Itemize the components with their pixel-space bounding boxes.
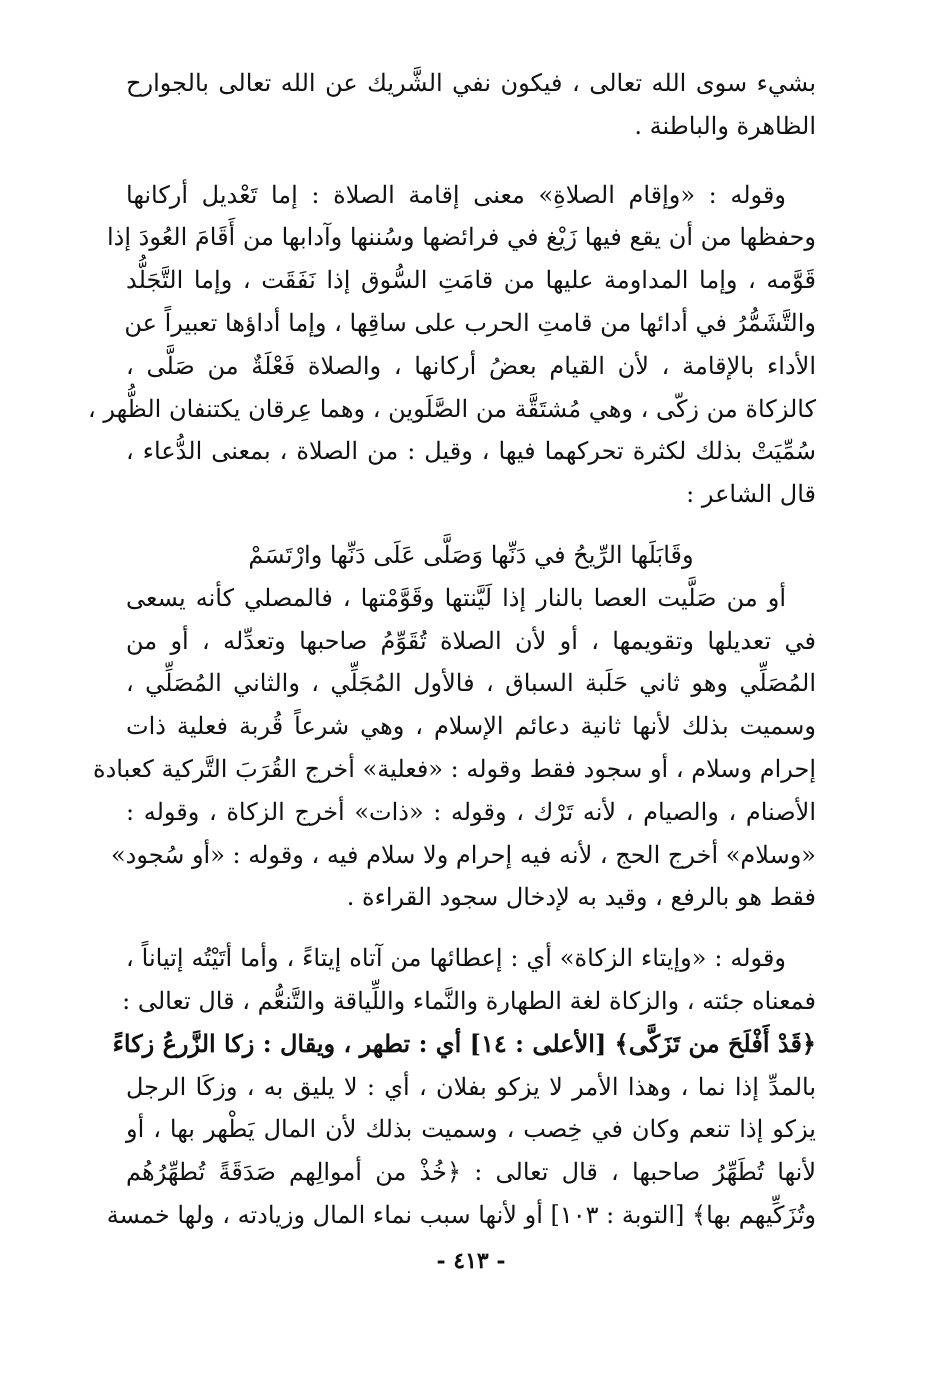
text-line: إحرام وسلام ، أو سجود فقط وقوله : «فعلية» أخرج القُرَبَ التَّركية كعبادة xyxy=(93,754,816,783)
text-line: وقوله : «وإقام الصلاةِ» معنى إقامة الصلاة : إما تَعْديل أركانها xyxy=(126,180,786,209)
text-line: وقوله : «وإيتاء الزكاة» أي : إعطائها من آتاه إيتاءً ، وأما أتَيْتُه إتياناً ، xyxy=(126,944,786,973)
paragraph-1 xyxy=(126,62,816,148)
text-line: وسميت بذلك لأنها ثانية دعائم الإسلام ، وهي شرعاً قُربة فعلية ذات xyxy=(126,712,816,741)
text-line: سُمِّيَتْ بذلك لكثرة تحركهما فيها ، وقيل : من الصلاة ، بمعنى الدُّعاء ، xyxy=(126,437,816,466)
text-line: فقط هو بالرفع ، وقيد به لإدخال سجود القراءة . xyxy=(346,883,816,912)
text-line: يزكو إذا تنعم وكان في خِصب ، وسميت بذلك لأن المال يَطْهر بها ، أو xyxy=(126,1115,816,1144)
text-line: المُصَلِّي وهو ثاني حَلَبة السباق ، فالأول المُجَلِّي ، والثاني المُصَلِّي ، xyxy=(126,669,816,698)
page-number: - ٤١٣ - xyxy=(436,1248,506,1274)
poetry-verse: وقَابَلَها الرِّيحُ في دَنِّها وَصَلَّى عَلَى دَنِّها وارْتَسَمْ xyxy=(248,540,694,569)
text-line: الأداء بالإقامة ، لأن القيام بعضُ أركانها ، والصلاة فَعْلَةٌ من صَلَّى ، xyxy=(126,351,816,380)
text-line: وحفظها من أن يقع فيها زَيْغ في فرائضها وسُننها وآدابها من أَقَامَ العُودَ إذا xyxy=(106,223,816,252)
text-line: ﴿قَدْ أَفْلَحَ من تَزَكَّى﴾ [الأعلى : ١٤] أي : تطهر ، ويقال : زكا الزَّرعُ زكاءً xyxy=(112,1028,816,1058)
text-line: في تعديلها وتقويمها ، أو لأن الصلاة تُقَوِّمُ صاحبها وتعدِّله ، أو من xyxy=(126,626,816,655)
text-line: والتَّشَمُّرُ في أدائها من قامتِ الحرب على ساقِها ، وإما أداؤها تعبيراً عن xyxy=(124,308,816,337)
paragraph-3 xyxy=(93,577,816,919)
text-line: «وسلام» أخرج الحج ، لأنه فيه إحرام ولا سلام فيه ، وقوله : «أو سُجود» xyxy=(110,840,816,869)
text-line: قال الشاعر : xyxy=(686,480,816,509)
text-line: بالمدِّ إذا نما ، وهذا الأمر لا يزكو بفلان ، أي : لا يليق به ، وزكَا الرجل xyxy=(126,1072,816,1101)
text-line: قَوَّمه ، وإما المداومة عليها من قامَتِ السُّوق إذا نَفَقَت ، وإما التَّجَلُّد xyxy=(126,266,816,295)
page-body xyxy=(87,62,816,1332)
text-line: كالزكاة من زكّى ، وهي مُشتَقَّة من الصَّلَوين ، وهما عِرقان يكتنفان الظُّهر ، xyxy=(87,394,816,423)
text-line: بشيء سوى الله تعالى ، فيكون نفي الشَّريك عن الله تعالى بالجوارح xyxy=(126,69,816,97)
paragraph-4 xyxy=(106,937,816,1237)
text-line: الظاهرة والباطنة . xyxy=(634,111,816,140)
text-line: فمعناه جئته ، والزكاة لغة الطهارة والنَّماء واللِّياقة والتَّنعُّم ، قال تعالى : xyxy=(122,986,816,1015)
text-line: وتُزَكِّيهم بها﴾ [التوبة : ١٠٣] أو لأنها سبب نماء المال وزيادته ، ولها خمسة xyxy=(106,1200,816,1229)
text-line: لأنها تُطَهِّرُ صاحبها ، قال تعالى : ﴿خُذْ من أموالِهم صَدَقَةً تُطهِّرُهُم xyxy=(126,1158,816,1187)
paragraph-gap xyxy=(126,148,816,174)
text-line: أو من صَلَّيت العصا بالنار إذا لَيَّنتها وقَوَّمْتها ، فالمصلي كأنه يسعى xyxy=(126,583,786,612)
text-line: الأصنام ، والصيام ، لأنه تَرْك ، وقوله : «ذات» أخرج الزكاة ، وقوله : xyxy=(126,797,816,826)
paragraph-gap xyxy=(126,919,816,937)
paragraph-2 xyxy=(87,174,816,516)
paragraph-gap xyxy=(126,516,816,534)
